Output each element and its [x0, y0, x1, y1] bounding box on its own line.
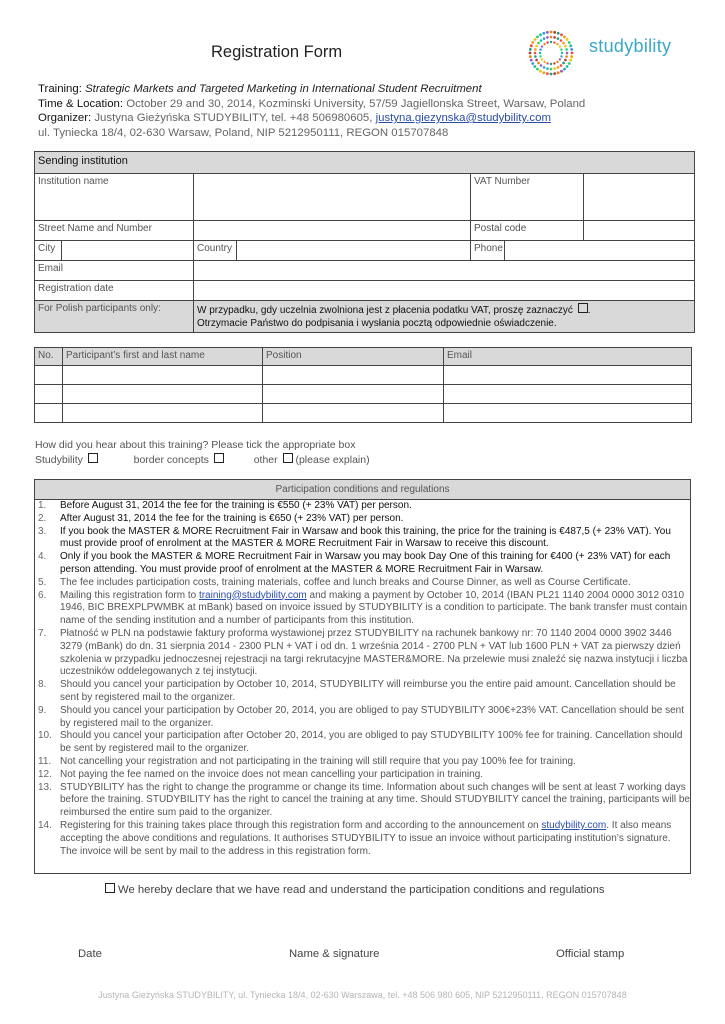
- condition-link[interactable]: studybility.com: [541, 819, 607, 831]
- postal-code-label: Postal code: [471, 221, 584, 241]
- condition-text: Only if you book the MASTER & MORE Recruitment Fair in Warsaw you may book Day One of this training for €400 (+ 23% VAT) for each person attending. You must provide proof of enrolment at the MASTER & MORE Recruitment Fair in Warsaw.: [60, 551, 671, 575]
- condition-text: Registering for this training takes place through this registration form and according to the announcement on: [60, 819, 542, 831]
- country-field[interactable]: [237, 241, 471, 261]
- condition-text: If you book the MASTER & MORE Recruitment Fair in Warsaw and book this training, the price for the training is €487,5 (+ 23% VAT). You must provide proof of enrolment at the MASTER & MORE Recruitment Fair in Warsaw to receive this discount.: [60, 525, 671, 550]
- column-header-name: Participant’s first and last name: [63, 348, 263, 366]
- column-header-email: Email: [444, 348, 692, 366]
- condition-text: STUDYBILITY has the right to change the programme or change its time. Information about such changes will be sent at least 7 working days before the training. STUDYBILITY has the right to cancel the training at any time. Should STUDYBILITY cancel the training, participants will be reimbursed the entire sum paid to the organizer.: [60, 781, 690, 819]
- phone-field[interactable]: [505, 241, 695, 261]
- header-info: [38, 82, 708, 140]
- polish-vat-note-line2: Otrzymacie Państwo do podpisania i wysłania pocztą odpowiednie oświadczenie.: [197, 318, 557, 329]
- option-border-concepts-checkbox[interactable]: [214, 453, 224, 463]
- column-header-position: Position: [263, 348, 444, 366]
- survey-options: [35, 453, 370, 468]
- condition-item: [35, 782, 690, 820]
- condition-item: [35, 756, 690, 769]
- training-line: [38, 82, 708, 97]
- condition-number: 14.: [38, 819, 52, 831]
- country-label: Country: [194, 241, 237, 261]
- table-row: [35, 404, 692, 423]
- training-value: Strategic Markets and Targeted Marketing in International Student Recruitment: [85, 83, 482, 95]
- condition-text: Not cancelling your registration and not participating in the training will still require that you pay 100% fee for training.: [60, 755, 576, 767]
- organizer-line: [38, 111, 708, 126]
- participant-position-field[interactable]: [263, 404, 444, 423]
- condition-link[interactable]: training@studybility.com: [198, 589, 307, 601]
- condition-item: [35, 679, 690, 705]
- condition-number: 6.: [38, 589, 47, 601]
- survey-question: How did you hear about this training? Please tick the appropriate box: [35, 439, 356, 451]
- condition-number: 13.: [38, 781, 52, 793]
- participant-email-field[interactable]: [444, 385, 692, 404]
- condition-text: Mailing this registration form to: [60, 589, 199, 601]
- email-label: Email: [35, 261, 194, 281]
- condition-item: [35, 628, 690, 679]
- postal-code-field[interactable]: [584, 221, 695, 241]
- polish-participants-label: For Polish participants only:: [35, 301, 194, 333]
- street-field[interactable]: [194, 221, 471, 241]
- studybility-logo: [527, 28, 677, 78]
- phone-label: Phone: [471, 241, 505, 261]
- condition-item: [35, 577, 690, 590]
- condition-item: [35, 513, 690, 526]
- condition-item: [35, 769, 690, 782]
- organizer-label: Organizer:: [38, 112, 92, 124]
- condition-number: 5.: [38, 576, 47, 588]
- vat-exempt-checkbox[interactable]: [578, 303, 588, 313]
- condition-number: 12.: [38, 768, 52, 780]
- condition-number: 11.: [38, 755, 52, 767]
- condition-text: Płatność w PLN na podstawie faktury proforma wystawionej przez STUDYBILITY na rachunek bankowy nr: 70 1140 2004 0000 3902 3446 3279 (mBank) do dn. 31 sierpnia 2014 - 2300 PLN + VAT i od dn. 1 września 2014 - 2700 PLN + VAT lub 1600 PLN + VAT za pierwszy dzień szkolenia w przypadku jednoczesnej rejestracji na targi rekrutacyjne MASTER&MORE. Na przelewie musi znaleźć się nazwa instytucji i liczba uczestników oddelegowanych z tej instytucji.: [60, 627, 688, 678]
- participant-email-field[interactable]: [444, 366, 692, 385]
- sending-institution-table: [34, 151, 695, 333]
- footer-address: Justyna Gieżyńska STUDYBILITY, ul. Tyniecka 18/4, 02-630 Warszawa, tel. +48 506 980 605, NIP 5212950111, REGON 015707848: [98, 990, 627, 1000]
- condition-item: [35, 526, 690, 552]
- organizer-email-link[interactable]: justyna.giezynska@studybility.com: [375, 112, 551, 124]
- condition-item: [35, 705, 690, 731]
- option-other-note: (please explain): [295, 454, 370, 466]
- column-header-no: No.: [35, 348, 63, 366]
- declaration-text: We hereby declare that we have read and understand the participation conditions and regulations: [118, 884, 605, 896]
- condition-text: After August 31, 2014 the fee for the training is €650 (+ 23% VAT) per person.: [60, 512, 404, 524]
- organizer-address: ul. Tyniecka 18/4, 02-630 Warsaw, Poland, NIP 5212950111, REGON 015707848: [38, 126, 449, 139]
- participant-no-field[interactable]: [35, 366, 63, 385]
- time-label: Time & Location:: [38, 97, 124, 110]
- condition-text: Should you cancel your participation by October 10, 2014, STUDYBILITY will reimburse you the entire paid amount. Cancellation should be sent by registered mail to the organizer.: [60, 679, 676, 703]
- table-row: [35, 385, 692, 404]
- declaration-checkbox[interactable]: [105, 883, 115, 893]
- polish-vat-note: W przypadku, gdy uczelnia zwolniona jest z płacenia podatku VAT, proszę zaznaczyć . Otrzymacie Państwo do podpisania i wysłania pocztą odpowiednie oświadczenie.: [194, 301, 695, 333]
- condition-text: . It also means accepting the above conditions and regulations. It authorises STUDYBILITY to issue an invoice without participating institution’s signature. The invoice will be sent by mail to the address in this registration form.: [60, 819, 672, 857]
- organizer-value: Justyna Gieżyńska STUDYBILITY, tel. +48 506980605,: [94, 112, 373, 124]
- logo-text: studybility: [589, 36, 672, 56]
- participants-table: [34, 347, 692, 423]
- date-label: Date: [78, 948, 102, 960]
- participant-name-field[interactable]: [63, 404, 263, 423]
- section-sending-institution: Sending institution: [35, 152, 695, 174]
- condition-item: [35, 820, 690, 858]
- condition-text: The fee includes participation costs, training materials, coffee and lunch breaks and Course Dinner, as well as Course Certificate.: [60, 576, 631, 588]
- form-title: Registration Form: [211, 43, 343, 61]
- polish-vat-note-line1: W przypadku, gdy uczelnia zwolniona jest z płacenia podatku VAT, proszę zaznaczyć: [197, 305, 573, 316]
- option-other-checkbox[interactable]: [283, 453, 293, 463]
- declaration: [105, 883, 605, 896]
- dotted-circle-logo-icon: [527, 28, 579, 78]
- participant-name-field[interactable]: [63, 385, 263, 404]
- participant-position-field[interactable]: [263, 366, 444, 385]
- option-border-concepts-label: border concepts: [133, 454, 209, 466]
- conditions-title: Participation conditions and regulations: [35, 480, 690, 500]
- option-studybility-label: Studybility: [35, 454, 83, 466]
- condition-number: 8.: [38, 679, 47, 691]
- time-value: October 29 and 30, 2014, Kozminski University, 57/59 Jagiellonska Street, Warsaw, Poland: [126, 97, 586, 110]
- condition-number: 1.: [38, 500, 47, 511]
- conditions-list: [35, 500, 690, 858]
- institution-name-field[interactable]: [194, 174, 471, 221]
- table-row: [35, 366, 692, 385]
- condition-text: Should you cancel your participation by October 20, 2014, you are obliged to pay STUDYBILITY 300€+23% VAT. Cancellation should be sent by registered mail to the organizer.: [60, 704, 684, 729]
- condition-number: 7.: [38, 627, 47, 639]
- option-studybility-checkbox[interactable]: [88, 453, 98, 463]
- institution-name-label: Institution name: [35, 174, 194, 221]
- vat-number-label: VAT Number: [471, 174, 584, 221]
- condition-item: [35, 551, 690, 577]
- condition-text: Before August 31, 2014 the fee for the training is €550 (+ 23% VAT) per person.: [60, 500, 412, 511]
- email-field[interactable]: [194, 261, 695, 281]
- training-label: Training:: [38, 83, 82, 95]
- condition-number: 3.: [38, 525, 47, 537]
- conditions-box: [34, 479, 691, 874]
- option-other-label: other: [253, 454, 278, 466]
- participant-name-field[interactable]: [63, 366, 263, 385]
- participant-position-field[interactable]: [263, 385, 444, 404]
- condition-number: 2.: [38, 512, 47, 524]
- city-field[interactable]: [62, 241, 194, 261]
- registration-date-field[interactable]: [194, 281, 695, 301]
- vat-number-field[interactable]: [584, 174, 695, 221]
- participant-email-field[interactable]: [444, 404, 692, 423]
- condition-item: [35, 500, 690, 513]
- participant-no-field[interactable]: [35, 385, 63, 404]
- condition-text: and making a payment by October 10, 2014 (IBAN PL21 1140 2004 0000 3012 0310 1946, BIC BREXPLPWMBK at mBank) based on invoice issued by STUDYBILITY is a condition to participate. The bank transfer must contain name of the sending institution and a number of participants from this institution.: [60, 589, 688, 627]
- participant-no-field[interactable]: [35, 404, 63, 423]
- condition-item: [35, 590, 690, 628]
- condition-number: 9.: [38, 704, 47, 716]
- city-label: City: [35, 241, 62, 261]
- condition-number: 4.: [38, 551, 47, 563]
- registration-date-label: Registration date: [35, 281, 194, 301]
- condition-number: 10.: [38, 730, 52, 742]
- condition-item: [35, 730, 690, 756]
- name-signature-label: Name & signature: [289, 948, 380, 960]
- street-label: Street Name and Number: [35, 221, 194, 241]
- referral-survey: [35, 438, 370, 468]
- time-location-line: [38, 97, 708, 112]
- condition-text: Not paying the fee named on the invoice does not mean cancelling your participation in training.: [60, 768, 484, 780]
- condition-text: Should you cancel your participation after October 20, 2014, you are obliged to pay STUDYBILITY 100% fee for training. Cancellation should be sent by registered mail to the organizer.: [60, 730, 683, 755]
- official-stamp-label: Official stamp: [556, 948, 625, 960]
